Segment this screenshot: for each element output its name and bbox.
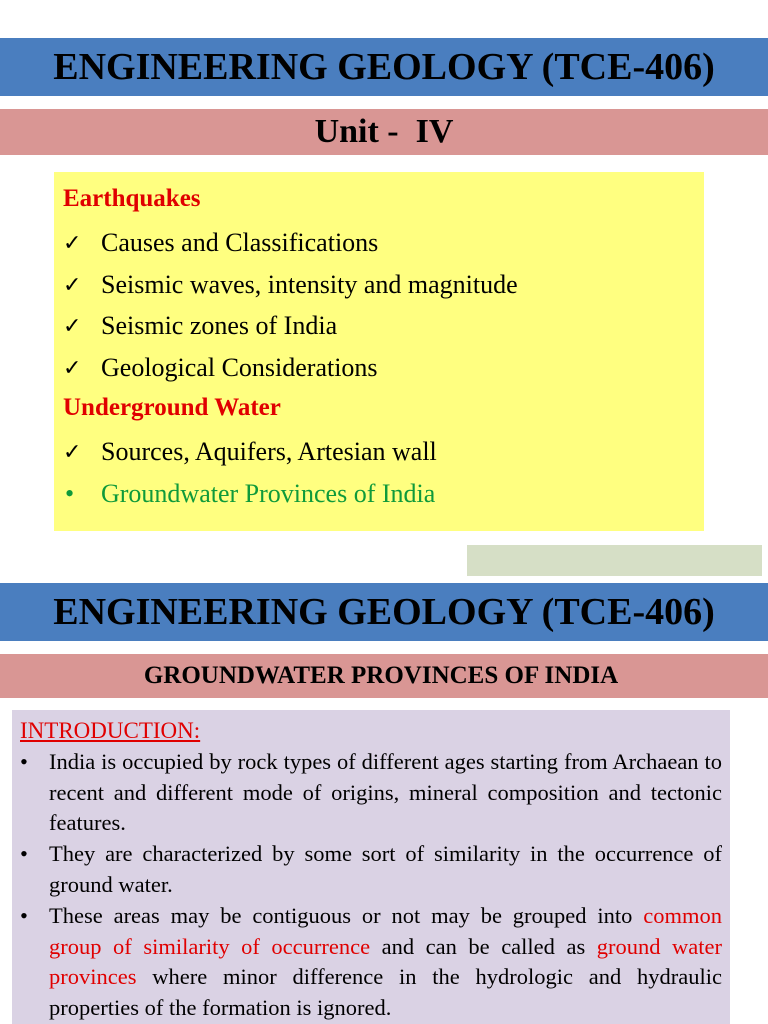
- earthquakes-heading: Earthquakes: [63, 185, 201, 212]
- intro-bullet: [20, 839, 722, 901]
- bullet-icon: •: [20, 902, 28, 928]
- topic-item: [63, 347, 704, 389]
- intro-bullet-text: [49, 901, 722, 1024]
- bullet-icon: •: [20, 841, 28, 867]
- check-icon: ✓: [63, 355, 82, 381]
- unit-banner: [0, 109, 768, 155]
- slide1-title: ENGINEERING GEOLOGY (TCE-406): [53, 46, 715, 88]
- topic-item: [63, 264, 704, 306]
- intro-bullet-text: India is occupied by rock types of different ages starting from Archaean to recent and different mode of origins, mineral composition and tectonic features.: [49, 748, 722, 836]
- introduction-box: [12, 710, 730, 1024]
- check-icon: ✓: [63, 439, 82, 465]
- topic-label: Seismic zones of India: [101, 311, 338, 341]
- topic-item: [63, 222, 704, 264]
- introduction-heading: INTRODUCTION:: [20, 718, 201, 743]
- check-icon: ✓: [63, 271, 82, 297]
- topics-box: [54, 172, 704, 531]
- underground-water-heading: Underground Water: [63, 394, 281, 422]
- check-icon: ✓: [63, 313, 82, 339]
- check-icon: ✓: [63, 229, 82, 255]
- bullet-icon: •: [65, 478, 75, 508]
- topic-label: Geological Considerations: [101, 353, 378, 383]
- topic-item: [63, 431, 704, 473]
- slide2-title-banner: [0, 583, 768, 641]
- bullet3-part-a: These areas may be contiguous or not may be grouped into: [49, 902, 644, 928]
- bullet-icon: •: [20, 748, 28, 774]
- topic-item-current: [63, 473, 704, 515]
- highlight-ground-water-provinces: ground water provinces: [49, 933, 723, 990]
- slide2-subtitle: GROUNDWATER PROVINCES OF INDIA: [143, 662, 619, 689]
- topic-item: [63, 306, 704, 348]
- unit-label: Unit - IV: [314, 113, 454, 150]
- intro-bullet: [20, 747, 722, 839]
- topic-label: Causes and Classifications: [101, 227, 379, 257]
- decorative-box: [467, 545, 762, 576]
- topic-label: Sources, Aquifers, Artesian wall: [101, 437, 437, 467]
- intro-bullet-text: They are characterized by some sort of similarity in the occurrence of ground water.: [49, 841, 722, 897]
- bullet3-part-c: and can be called as: [370, 933, 597, 959]
- topic-label: Seismic waves, intensity and magnitude: [101, 269, 518, 299]
- intro-bullet: [20, 901, 722, 1024]
- highlight-common-group: common group of similarity of occurrence: [49, 902, 722, 959]
- slide2-subtitle-banner: [0, 654, 768, 698]
- slide1-title-banner: [0, 38, 768, 96]
- topic-label-current: Groundwater Provinces of India: [101, 478, 436, 508]
- bullet3-part-e: where minor difference in the hydrologic and hydraulic properties of the formation is ignored.: [49, 964, 722, 1021]
- slide2-title: ENGINEERING GEOLOGY (TCE-406): [53, 591, 715, 633]
